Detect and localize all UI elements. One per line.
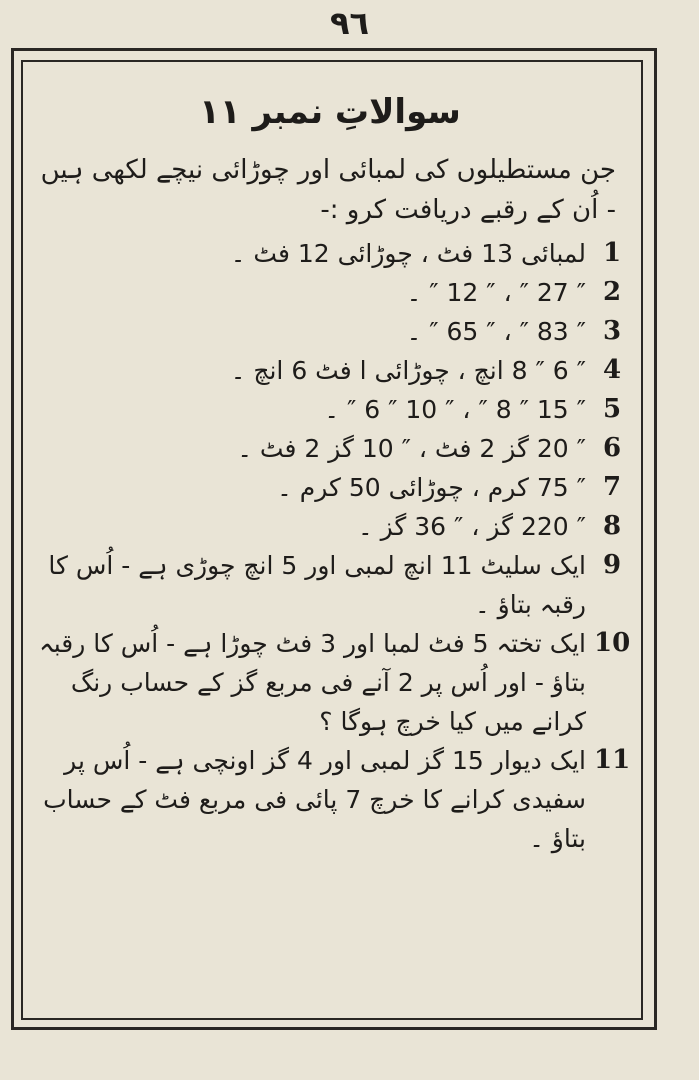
question-item — [30, 429, 630, 468]
question-item — [30, 390, 630, 429]
question-number: 3 — [602, 316, 622, 346]
question-text: ″ 20 گز 2 فٹ ، ″ 10 گز 2 فٹ ۔ — [237, 434, 586, 463]
question-number: 7 — [602, 472, 622, 502]
exercise-instructions: جن مستطیلوں کی لمبائی اور چوڑائی نیچے لکھی ہیں - اُن کے رقبے دریافت کرو :- — [40, 155, 616, 225]
question-item — [30, 273, 630, 312]
question-number: 10 — [594, 628, 630, 658]
question-text: ″ 15 ″ 8 ″ ، ″ 10 ″ 6 ″ ۔ — [324, 395, 586, 424]
question-text: ″ 75 کرم ، چوڑائی 50 کرم ۔ — [277, 473, 586, 502]
question-text: لمبائی 13 فٹ ، چوڑائی 12 فٹ ۔ — [230, 239, 586, 268]
question-number: 6 — [602, 433, 622, 463]
question-text: ″ 220 گز ، ″ 36 گز ۔ — [358, 512, 586, 541]
question-text: ایک تختہ 5 فٹ لمبا اور 3 فٹ چوڑا ہے - اُس کا رقبہ بتاؤ - اور اُس پر 2 آنے فی مربع گز کے حساب رنگ کرانے میں کیا خرچ ہوگا ؟ — [39, 629, 586, 736]
question-item — [30, 741, 630, 858]
question-item — [30, 507, 630, 546]
page-number: ٩٦ — [329, 4, 370, 42]
question-text: ″ 83 ″ ، ″ 65 ″ ۔ — [406, 317, 586, 346]
question-number: 5 — [602, 394, 622, 424]
question-text: ایک سلیٹ 11 انچ لمبی اور 5 انچ چوڑی ہے - اُس کا رقبہ بتاؤ ۔ — [48, 551, 586, 619]
question-item — [30, 624, 630, 741]
page-content — [30, 88, 630, 1008]
question-number: 1 — [602, 238, 622, 268]
question-number: 4 — [602, 355, 622, 385]
question-item — [30, 312, 630, 351]
question-item — [30, 351, 630, 390]
question-text: ″ 27 ″ ، ″ 12 ″ ۔ — [406, 278, 586, 307]
question-text: ایک دیوار 15 گز لمبی اور 4 گز اونچی ہے - اُس پر سفیدی کرانے کا خرچ 7 پائی فی مربع فٹ کے حساب بتاؤ ۔ — [43, 746, 586, 853]
question-item — [30, 546, 630, 624]
exercise-title: سوالاتِ نمبر ۱۱ — [199, 92, 461, 132]
question-number: 2 — [602, 277, 622, 307]
question-item — [30, 468, 630, 507]
question-number: 11 — [594, 745, 630, 775]
question-text: ″ 6 ″ 8 انچ ، چوڑائی ا فٹ 6 انچ ۔ — [230, 356, 586, 385]
question-number: 9 — [602, 550, 622, 580]
question-item — [30, 234, 630, 273]
question-number: 8 — [602, 511, 622, 541]
